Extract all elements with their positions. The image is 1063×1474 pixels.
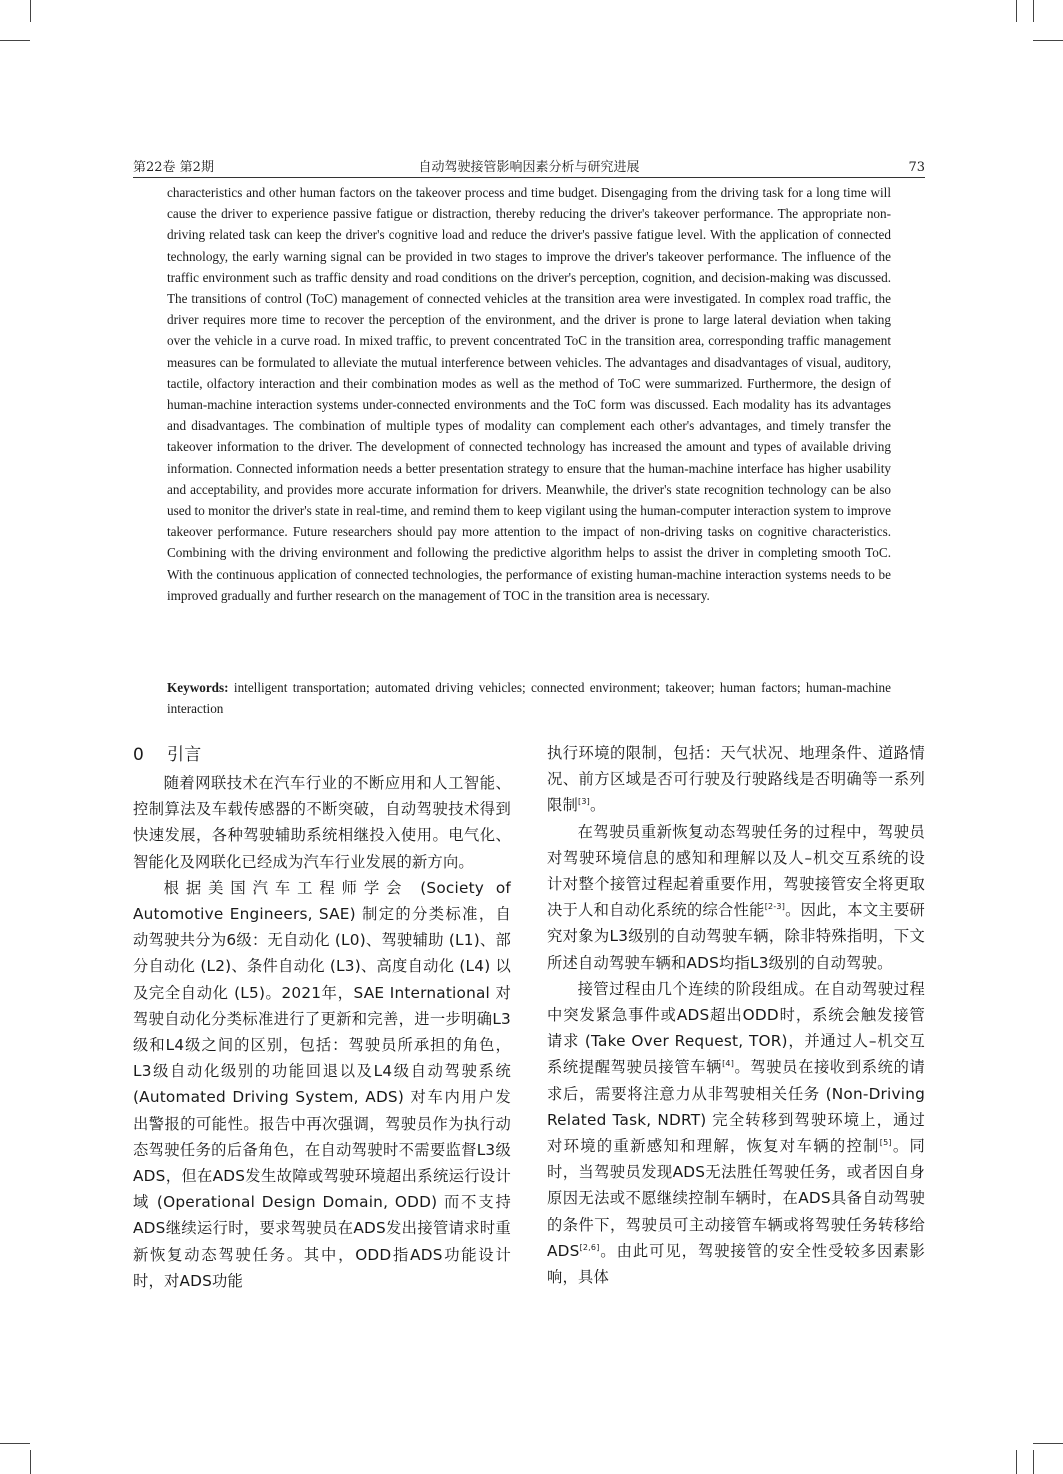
keywords-text: intelligent transportation; automated driving vehicles; connected environment; takeover; human factors; human-machine interaction (167, 680, 891, 717)
keywords (167, 677, 891, 719)
paragraph-text: 在驾驶员重新恢复动态驾驶任务的过程中，驾驶员对驾驶环境信息的感知和理解以及人–机交互系统的设计对整个接管过程起着重要作用，驾驶接管安全将更取决于人和自动化系统的综合性能 (547, 822, 925, 920)
crop-mark-tr-v (1016, 0, 1017, 22)
paragraph (547, 976, 925, 1290)
citation[interactable]: [4] (722, 1059, 735, 1069)
section-title: 引言 (167, 745, 202, 765)
crop-mark-bl-v (30, 1450, 31, 1474)
abstract-english: characteristics and other human factors on the takeover process and time budget. Disengaging from the driving task for a long time will cause the driver to experience passive fatigue or distraction, thereby reducing the driver's takeover performance. The appropriate non-driving related task can keep the driver's cognitive load and reduce the driver's passive fatigue level. With the application of connected technology, the early warning signal can be provided in two stages to improve the driver's takeover performance. The influence of the traffic environment such as traffic density and road conditions on the driver's perception, cognition, and decision-making was discussed. The transitions of control (ToC) management of connected vehicles at the transition area were investigated. In complex road traffic, the driver requires more time to recover the perception of the environment, and the driver is prone to large lateral deviation when taking over the vehicle in a curve road. In mixed traffic, to prevent concentrated ToC in the transition area, corresponding traffic management measures can be formulated to alleviate the mutual interference between vehicles. The advantages and disadvantages of visual, auditory, tactile, olfactory interaction and their combination modes as well as the method of ToC were summarized. Furthermore, the design of human-machine interaction systems under-connected environments and the ToC form was discussed. Each modality has its advantages and disadvantages. The combination of multiple types of modality can complement each other's advantages, and timely transfer the takeover information to the driver. The development of connected technology has increased the amount and types of available driving information. Connected information needs a better presentation strategy to ensure that the human-machine interface has higher usability and acceptability, and provides more accurate information for drivers. Meanwhile, the driver's state recognition technology can be also used to monitor the driver's state in real-time, and remind them to keep vigilant using the human-computer interaction system to improve takeover performance. Future researchers should pay more attention to the impact of non-driving tasks on cognitive characteristics. Combining with the driving environment and following the predictive algorithm helps to assist the driver in completing smooth ToC. With the continuous application of connected technologies, the performance of existing human-machine interaction systems needs to be improved gradually and further research on the management of TOC in the transition area is necessary. (167, 185, 891, 603)
paragraph: 随着网联技术在汽车行业的不断应用和人工智能、控制算法及车载传感器的不断突破，自动驾驶技术得到快速发展，各种驾驶辅助系统相继投入使用。电气化、智能化及网联化已经成为汽车行业发展的新方向。 (133, 774, 511, 871)
paragraph (547, 819, 925, 976)
crop-mark-tr-h (1033, 40, 1063, 41)
citation[interactable]: [3] (578, 797, 590, 807)
keywords-label: Keywords: (167, 680, 229, 695)
paragraph-text: 。因此，本文主要研究对象为L3级别的自动驾驶车辆，除非特殊指明，下文所述自动驾驶车辆和ADS均指L3级别的自动驾驶。 (547, 901, 925, 972)
paragraph (547, 740, 925, 819)
crop-mark-tl-h (0, 40, 30, 41)
crop-mark-tl-v (30, 0, 31, 22)
paragraph-text: 。 (589, 796, 606, 815)
crop-mark-bl-h (0, 1443, 30, 1444)
paragraph: 根据美国汽车工程师学会 (Society of Automotive Engineers, SAE) 制定的分类标准，自动驾驶共分为6级：无自动化 (L0)、驾驶辅助 (L1)、部分自动化 (L2)、条件自动化 (L3)、高度自动化 (L4) 以及完全自动化 (L5)。2021年，SAE International 对驾驶自动化分类标准进行了更新和完善，进一步明确L3级和L4级之间的区别，包括：驾驶员所承担的角色，L3级自动化级别的功能回退以及L4级自动驾驶系统 (Automated Driving System, ADS) 对车内用户发出警报的可能性。报告中再次强调，驾驶员作为执行动态驾驶任务的后备角色，在自动驾驶时不需要监督L3级ADS，但在ADS发生故障或驾驶环境超出系统运行设计域 (Operational Design Domain, ODD) 而不支持ADS继续运行时，要求驾驶员在ADS发出接管请求时重新恢复动态驾驶任务。其中，ODD指ADS功能设计时，对ADS功能 (133, 878, 511, 1290)
crop-mark-br-v2 (1033, 1450, 1034, 1474)
paragraph-text: 。驾驶员在接收到系统的请求后，需要将注意力从非驾驶相关任务 (Non-Driving Related Task, NDRT) 完全转移到驾驶环境上，通过对环境的重新感知和理解，恢复对车辆的控制 (547, 1058, 926, 1156)
volume-issue: 第22卷 第2期 (133, 160, 214, 175)
left-column (133, 740, 511, 1294)
section-heading (133, 740, 511, 770)
citation[interactable]: [2-3] (764, 902, 786, 912)
paragraph-text: 。由此可见，驾驶接管的安全性受较多因素影响，具体 (547, 1241, 925, 1287)
paragraph-text: 执行环境的限制，包括：天气状况、地理条件、道路情况、前方区域是否可行驶及行驶路线是否明确等一系列限制 (547, 744, 925, 815)
page-number: 73 (908, 160, 925, 175)
paragraph-text: 接管过程由几个连续的阶段组成。在自动驾驶过程中突发紧急事件或ADS超出ODD时，系统会触发接管请求 (Take Over Request, TOR)，并通过人–机交互系统提醒驾驶员接管车辆 (547, 979, 925, 1077)
right-column (547, 740, 925, 1290)
crop-mark-br-v (1016, 1450, 1017, 1474)
citation[interactable]: [5] (879, 1138, 892, 1148)
running-title: 自动驾驶接管影响因素分析与研究进展 (418, 160, 640, 175)
citation[interactable]: [2,6] (579, 1242, 600, 1252)
section-number: 0 (133, 745, 145, 765)
crop-mark-tr-v2 (1033, 0, 1034, 22)
paragraph-text: 。同时，当驾驶员发现ADS无法胜任驾驶任务，或者因自身原因无法或不愿继续控制车辆时，在ADS具备自动驾驶的条件下，驾驶员可主动接管车辆或将驾驶任务转移给ADS (547, 1137, 925, 1260)
crop-mark-br-h (1033, 1443, 1063, 1444)
running-header (133, 159, 925, 178)
